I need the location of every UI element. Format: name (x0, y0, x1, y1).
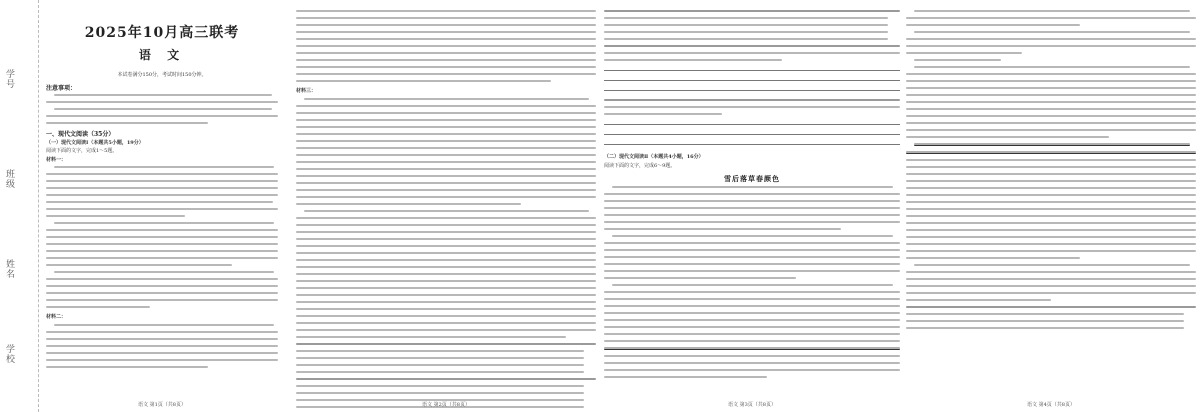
material-3-label: 材料三： (296, 88, 317, 94)
material-3-text (296, 98, 596, 338)
binding-label-name: 姓名 (6, 260, 16, 280)
page-4-footer: 语文 第4页（共8页） (1027, 402, 1075, 408)
notes-text (46, 94, 278, 124)
page-2-footer: 语文 第2页（共8页） (422, 402, 470, 408)
answer-line[interactable] (604, 70, 900, 71)
question-4 (604, 45, 900, 61)
reading-instruction-2: 阅读下面的文字，完成6～9题。 (604, 162, 676, 169)
story-title: 雪后落草春颜色 (724, 174, 780, 183)
answer-line[interactable] (604, 80, 900, 81)
question-6 (906, 306, 1196, 329)
material-1-label: 材料一： (46, 156, 67, 163)
page-3-footer: 语文 第3页（共8页） (728, 402, 776, 408)
answer-line[interactable] (604, 124, 900, 125)
answer-line[interactable] (604, 90, 900, 91)
binding-label-class: 班级 (6, 170, 16, 190)
binding-label-id: 学号 (6, 70, 16, 90)
page-1 (46, 4, 278, 408)
binding-label-school: 学校 (6, 345, 16, 365)
question-3-options (604, 10, 900, 40)
story-text (604, 186, 900, 378)
exam-info: 本试卷满分150分，考试时间150分钟。 (117, 72, 207, 78)
page-2-text-a (296, 10, 596, 82)
sub-heading-2: （二）现代文阅读Ⅱ（本题共4小题，16分） (604, 154, 704, 160)
question-5 (604, 99, 900, 115)
answer-line[interactable] (604, 144, 900, 145)
page-2 (296, 4, 596, 408)
section-heading: 一、现代文阅读（35分） (46, 130, 115, 138)
page-4 (906, 4, 1196, 408)
exam-title: 2025年10月高三联考 (84, 25, 240, 41)
notes-heading: 注意事项： (46, 84, 77, 92)
material-2-label: 材料二： (46, 314, 67, 320)
reading-instruction: 阅读下面的文字，完成1～5题。 (46, 148, 118, 154)
material-2-text (46, 324, 278, 368)
material-1-text (46, 166, 278, 308)
binding-margin (0, 0, 39, 412)
sub-heading: （一）现代文阅读Ⅰ（本题共5小题，19分） (46, 139, 144, 146)
page-3 (604, 4, 900, 408)
page-1-footer: 语文 第1页（共8页） (138, 402, 186, 408)
answer-line[interactable] (604, 134, 900, 135)
questions-1-3 (296, 343, 596, 409)
story-continued-text (906, 10, 1196, 301)
exam-subject: 语 文 (138, 48, 186, 62)
